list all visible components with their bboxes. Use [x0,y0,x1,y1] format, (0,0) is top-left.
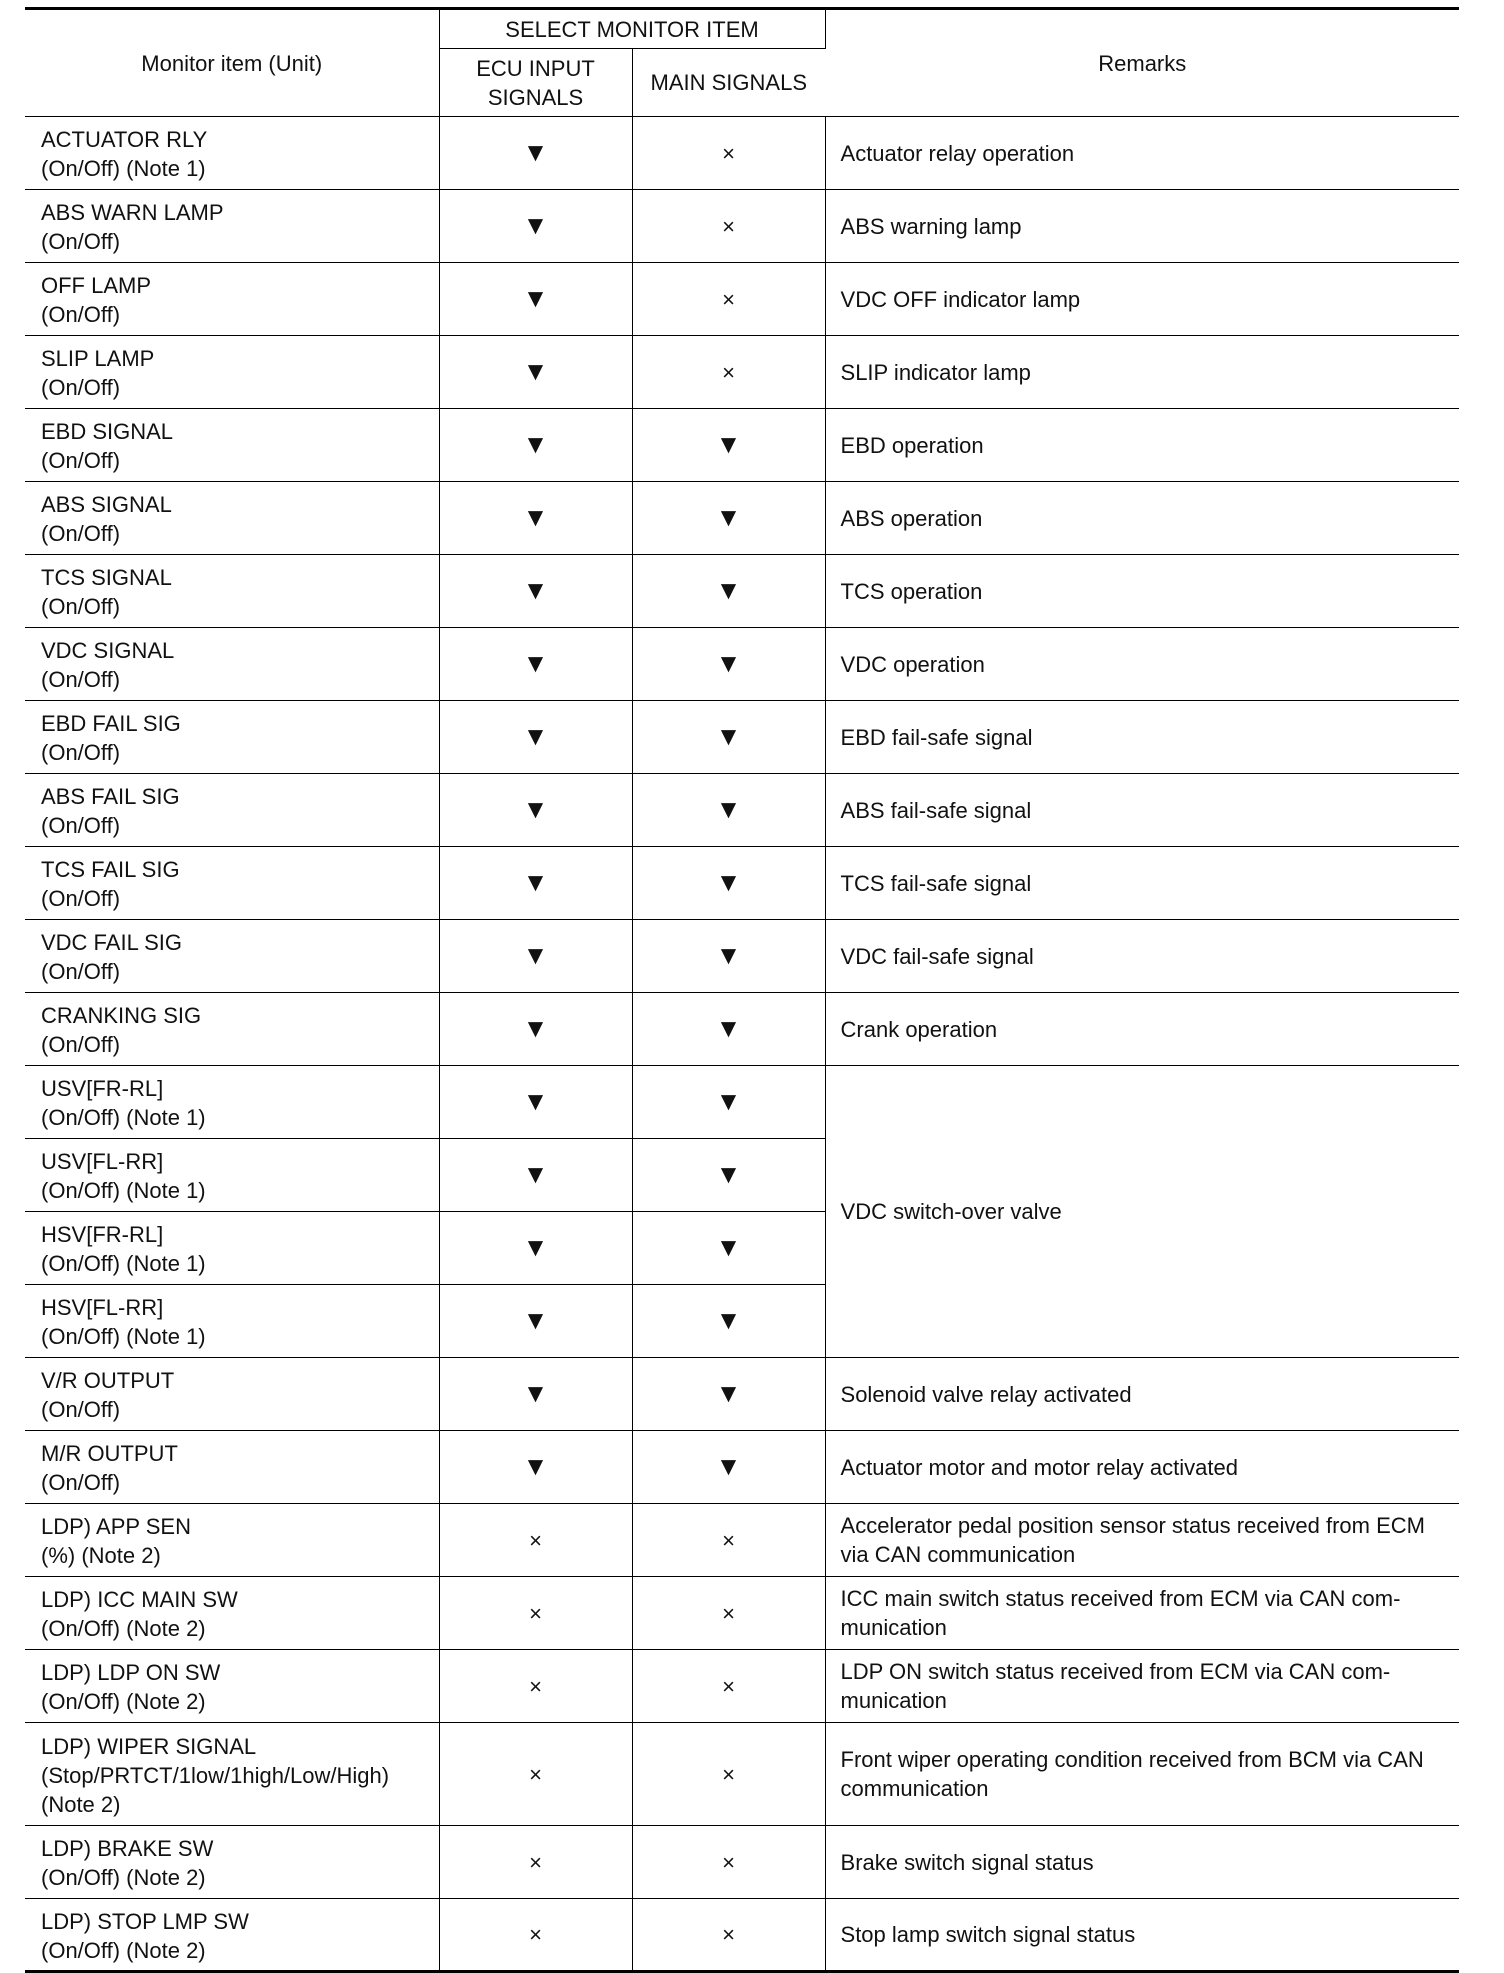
table-row [25,409,1459,482]
remarks-cell: Brake switch signal status [825,1826,1459,1899]
ecu-input-signals-cell [439,1723,632,1826]
triangle-down-icon: ▼ [715,428,742,459]
remarks-cell: ABS operation [825,482,1459,555]
monitor-item-unit: (%) (Note 2) [41,1543,161,1568]
cross-mark-icon: × [529,1761,542,1787]
table-row [25,1066,1459,1139]
table-row [25,920,1459,993]
table-row [25,482,1459,555]
triangle-down-icon: ▼ [522,1085,549,1116]
cross-mark-icon: × [722,140,735,166]
main-signals-cell [632,701,825,774]
remarks-cell: Accelerator pedal position sensor status received from ECM via CAN communication [825,1504,1459,1577]
ecu-input-signals-cell [439,1066,632,1139]
monitor-item-cell [25,920,439,993]
ecu-input-signals-cell [439,774,632,847]
monitor-item-unit: (On/Off) [41,667,121,692]
monitor-item-column-header: Monitor item (Unit) [25,9,439,117]
cross-mark-icon: × [722,1922,735,1947]
cross-mark-icon: × [529,1849,542,1875]
monitor-item-cell [25,1650,439,1723]
ecu-input-signals-cell [439,1358,632,1431]
triangle-down-icon: ▼ [522,866,549,897]
main-signals-cell [632,1212,825,1285]
triangle-down-icon: ▼ [715,720,742,751]
remarks-cell: Solenoid valve relay activated [825,1358,1459,1431]
triangle-down-icon: ▼ [715,1377,742,1408]
table-row [25,993,1459,1066]
main-signals-cell [632,1650,825,1723]
main-signals-cell [632,1577,825,1650]
remarks-cell: VDC switch-over valve [825,1066,1459,1358]
main-signals-cell [632,263,825,336]
monitor-item-cell [25,1723,439,1826]
ecu-input-signals-cell [439,1285,632,1358]
table-row [25,701,1459,774]
table-row [25,117,1459,190]
table-row [25,847,1459,920]
ecu-input-signals-cell [439,336,632,409]
main-signals-cell [632,1826,825,1899]
ecu-input-signals-cell [439,1431,632,1504]
triangle-down-icon: ▼ [522,939,549,970]
ecu-input-signals-cell [439,1826,632,1899]
triangle-down-icon: ▼ [715,1231,742,1262]
monitor-item-unit: (On/Off) [41,1470,121,1495]
cross-mark-icon: × [722,1849,735,1875]
remarks-cell: EBD operation [825,409,1459,482]
ecu-input-signals-cell [439,1212,632,1285]
remarks-cell: Front wiper operating condition received from BCM via CAN communication [825,1723,1459,1826]
main-signals-cell [632,920,825,993]
table-row [25,774,1459,847]
ecu-input-signals-cell [439,1650,632,1723]
monitor-item-unit: (On/Off) [41,375,121,400]
monitor-item-cell [25,1139,439,1212]
monitor-item-cell [25,1285,439,1358]
monitor-item-cell [25,1577,439,1650]
monitor-item-cell [25,1212,439,1285]
monitor-item-name: LDP) BRAKE SW [41,1836,214,1861]
remarks-cell: TCS fail-safe signal [825,847,1459,920]
ecu-input-signals-cell [439,1504,632,1577]
monitor-item-name: V/R OUTPUT [41,1368,175,1393]
monitor-item-cell [25,190,439,263]
main-signals-cell [632,1504,825,1577]
monitor-item-name: LDP) STOP LMP SW [41,1908,249,1934]
main-signals-cell [632,1723,825,1826]
table-row [25,1723,1459,1826]
main-signals-cell [632,1066,825,1139]
monitor-item-table-document [25,7,1459,1973]
table-row [25,555,1459,628]
monitor-item-unit: (On/Off) (Note 1) [41,1178,206,1203]
monitor-item-unit: (On/Off) [41,521,121,546]
monitor-item-unit: (On/Off) (Note 2) [41,1865,206,1890]
monitor-item-cell [25,1066,439,1139]
monitor-item-unit: (On/Off) (Note 2) [41,1689,206,1714]
table-row [25,1577,1459,1650]
monitor-item-cell [25,774,439,847]
monitor-item-unit: (On/Off) [41,229,121,254]
monitor-item-name: CRANKING SIG [41,1003,202,1028]
monitor-item-name: USV[FR-RL] [41,1076,164,1101]
monitor-item-cell [25,701,439,774]
monitor-item-name: LDP) APP SEN [41,1514,191,1539]
monitor-item-cell [25,117,439,190]
ecu-input-signals-cell [439,628,632,701]
triangle-down-icon: ▼ [522,574,549,605]
monitor-item-name: EBD FAIL SIG [41,711,181,736]
remarks-cell: SLIP indicator lamp [825,336,1459,409]
cross-mark-icon: × [722,213,735,239]
ecu-input-signals-cell [439,117,632,190]
monitor-item-cell [25,409,439,482]
table-row [25,190,1459,263]
monitor-item-unit: (On/Off) (Note 1) [41,1324,206,1349]
monitor-item-unit: (Stop/PRTCT/1low/1high/Low/High) (Note 2) [41,1762,390,1817]
main-signals-cell [632,628,825,701]
monitor-item-name: LDP) WIPER SIGNAL [41,1733,257,1759]
triangle-down-icon: ▼ [715,501,742,532]
triangle-down-icon: ▼ [522,720,549,751]
table-row [25,263,1459,336]
triangle-down-icon: ▼ [715,1450,742,1481]
monitor-item-cell [25,1826,439,1899]
monitor-item-unit: (On/Off) [41,886,121,911]
ecu-input-signals-cell [439,482,632,555]
ecu-input-signals-cell [439,1139,632,1212]
table-header [25,9,1459,117]
monitor-item-name: SLIP LAMP [41,346,155,371]
monitor-item-name: VDC SIGNAL [41,638,175,663]
triangle-down-icon: ▼ [522,428,549,459]
monitor-item-name: LDP) LDP ON SW [41,1660,221,1685]
ecu-input-signals-cell [439,263,632,336]
monitor-item-unit: (On/Off) [41,1032,121,1057]
monitor-item-table [25,7,1459,1973]
monitor-item-cell [25,263,439,336]
triangle-down-icon: ▼ [522,647,549,678]
monitor-item-name: TCS FAIL SIG [41,857,180,882]
remarks-column-header: Remarks [825,9,1459,117]
remarks-cell: VDC OFF indicator lamp [825,263,1459,336]
triangle-down-icon: ▼ [522,1304,549,1335]
remarks-cell: ABS fail-safe signal [825,774,1459,847]
monitor-item-cell [25,1431,439,1504]
triangle-down-icon: ▼ [522,355,549,386]
monitor-item-unit: (On/Off) (Note 1) [41,1251,206,1276]
monitor-item-unit: (On/Off) [41,594,121,619]
table-row [25,1650,1459,1723]
main-signals-cell [632,1431,825,1504]
monitor-item-cell [25,847,439,920]
monitor-item-cell [25,1504,439,1577]
remarks-cell: Crank operation [825,993,1459,1066]
cross-mark-icon: × [722,1600,735,1626]
cross-mark-icon: × [722,359,735,385]
triangle-down-icon: ▼ [522,1377,549,1408]
monitor-item-name: TCS SIGNAL [41,565,172,590]
remarks-cell: EBD fail-safe signal [825,701,1459,774]
remarks-cell: VDC operation [825,628,1459,701]
monitor-item-unit: (On/Off) [41,302,121,327]
ecu-input-signals-header: ECU INPUT SIGNALS [439,49,632,117]
monitor-item-cell [25,336,439,409]
ecu-input-signals-cell [439,1577,632,1650]
monitor-item-cell [25,1899,439,1972]
triangle-down-icon: ▼ [715,1304,742,1335]
monitor-item-unit: (On/Off) [41,813,121,838]
monitor-item-unit: (On/Off) (Note 2) [41,1616,206,1641]
triangle-down-icon: ▼ [715,647,742,678]
ecu-input-signals-cell [439,409,632,482]
monitor-item-cell [25,482,439,555]
main-signals-cell [632,1899,825,1972]
triangle-down-icon: ▼ [715,793,742,824]
monitor-item-name: EBD SIGNAL [41,419,174,444]
monitor-item-unit: (On/Off) [41,959,121,984]
monitor-item-name: USV[FL-RR] [41,1149,164,1174]
monitor-item-name: ACTUATOR RLY [41,127,208,152]
cross-mark-icon: × [722,286,735,312]
cross-mark-icon: × [722,1761,735,1787]
remarks-cell: ICC main switch status received from ECM via CAN com-munication [825,1577,1459,1650]
main-signals-cell [632,1358,825,1431]
triangle-down-icon: ▼ [522,501,549,532]
monitor-item-name: HSV[FR-RL] [41,1222,164,1247]
ecu-input-signals-cell [439,920,632,993]
triangle-down-icon: ▼ [715,1012,742,1043]
ecu-input-signals-cell [439,847,632,920]
cross-mark-icon: × [529,1600,542,1626]
ecu-input-signals-cell [439,190,632,263]
main-signals-cell [632,409,825,482]
remarks-cell: LDP ON switch status received from ECM via CAN com-munication [825,1650,1459,1723]
main-signals-cell [632,1139,825,1212]
monitor-item-name: ABS SIGNAL [41,492,172,517]
triangle-down-icon: ▼ [715,939,742,970]
ecu-input-signals-cell [439,1899,632,1972]
cross-mark-icon: × [529,1527,542,1553]
remarks-cell: ABS warning lamp [825,190,1459,263]
ecu-input-signals-cell [439,993,632,1066]
table-row [25,1899,1459,1972]
table-row [25,628,1459,701]
cross-mark-icon: × [529,1673,542,1699]
monitor-item-name: ABS FAIL SIG [41,784,180,809]
main-signals-cell [632,555,825,628]
remarks-cell: VDC fail-safe signal [825,920,1459,993]
monitor-item-name: OFF LAMP [41,273,152,298]
monitor-item-cell [25,993,439,1066]
table-row [25,1431,1459,1504]
main-signals-cell [632,482,825,555]
monitor-item-unit: (On/Off) (Note 1) [41,1105,206,1130]
monitor-item-cell [25,628,439,701]
triangle-down-icon: ▼ [522,793,549,824]
ecu-input-signals-cell [439,555,632,628]
ecu-input-signals-cell [439,701,632,774]
select-monitor-item-header: SELECT MONITOR ITEM [439,9,825,49]
cross-mark-icon: × [722,1673,735,1699]
main-signals-cell [632,847,825,920]
remarks-cell: Stop lamp switch signal status [825,1899,1459,1972]
monitor-item-cell [25,1358,439,1431]
main-signals-cell [632,774,825,847]
triangle-down-icon: ▼ [522,282,549,313]
table-body [25,117,1459,1972]
main-signals-header: MAIN SIGNALS [632,49,825,117]
remarks-cell: Actuator relay operation [825,117,1459,190]
triangle-down-icon: ▼ [522,1450,549,1481]
triangle-down-icon: ▼ [522,209,549,240]
triangle-down-icon: ▼ [522,1012,549,1043]
remarks-cell: TCS operation [825,555,1459,628]
triangle-down-icon: ▼ [522,1231,549,1262]
main-signals-cell [632,993,825,1066]
remarks-cell: Actuator motor and motor relay activated [825,1431,1459,1504]
monitor-item-name: VDC FAIL SIG [41,930,183,955]
triangle-down-icon: ▼ [715,866,742,897]
monitor-item-name: HSV[FL-RR] [41,1295,164,1320]
triangle-down-icon: ▼ [522,136,549,167]
triangle-down-icon: ▼ [522,1158,549,1189]
monitor-item-unit: (On/Off) (Note 2) [41,1937,206,1963]
table-row [25,336,1459,409]
monitor-item-unit: (On/Off) [41,740,121,765]
main-signals-cell [632,190,825,263]
main-signals-cell [632,117,825,190]
table-row [25,1358,1459,1431]
triangle-down-icon: ▼ [715,1085,742,1116]
monitor-item-name: LDP) ICC MAIN SW [41,1587,238,1612]
monitor-item-cell [25,555,439,628]
monitor-item-unit: (On/Off) [41,1397,121,1422]
cross-mark-icon: × [529,1922,542,1947]
main-signals-cell [632,1285,825,1358]
table-row [25,1504,1459,1577]
table-row [25,1826,1459,1899]
triangle-down-icon: ▼ [715,1158,742,1189]
monitor-item-name: ABS WARN LAMP [41,200,224,225]
triangle-down-icon: ▼ [715,574,742,605]
cross-mark-icon: × [722,1527,735,1553]
monitor-item-unit: (On/Off) [41,448,121,473]
monitor-item-name: M/R OUTPUT [41,1441,178,1466]
main-signals-cell [632,336,825,409]
monitor-item-unit: (On/Off) (Note 1) [41,156,206,181]
